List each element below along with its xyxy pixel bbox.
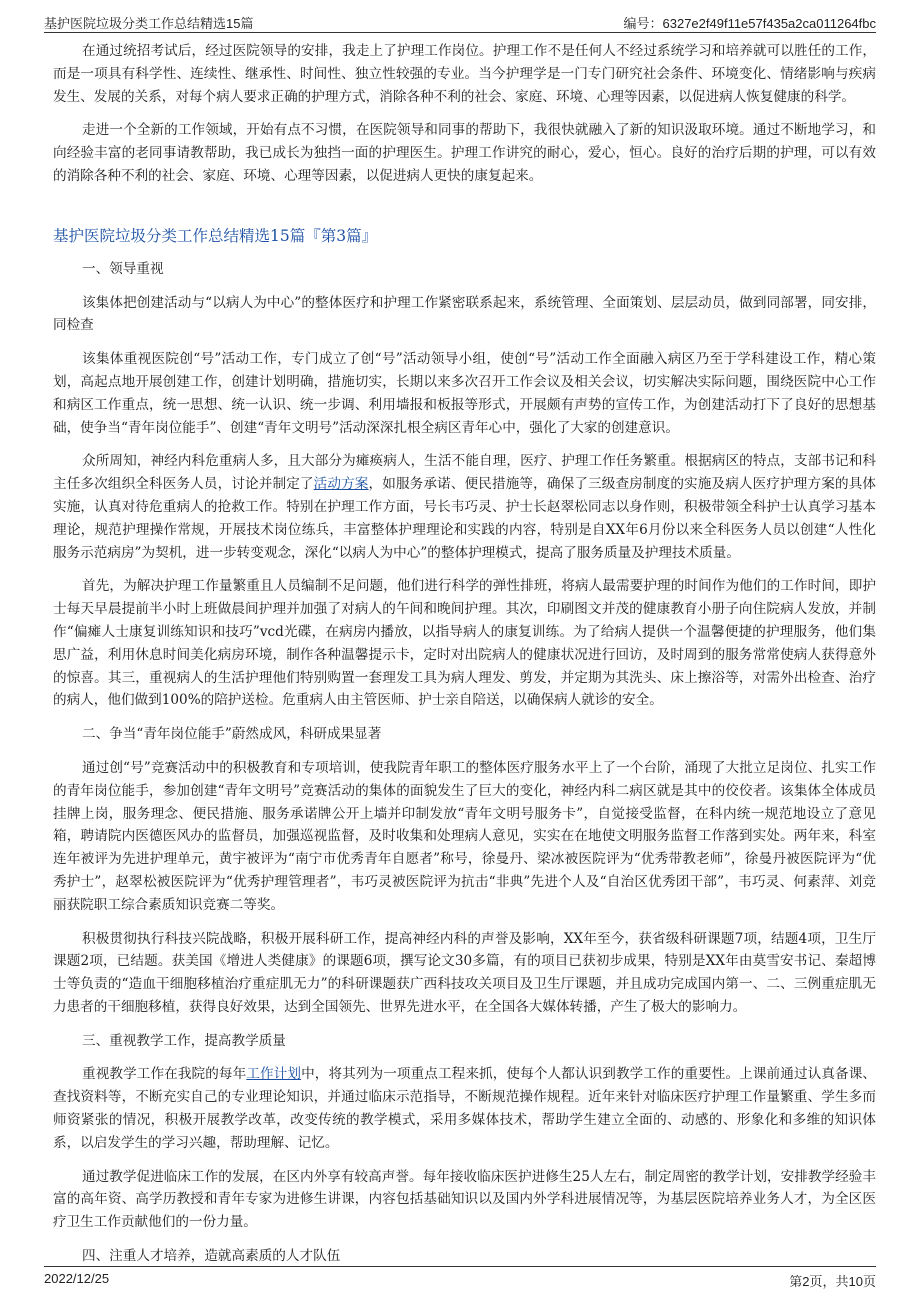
link-activity-plan[interactable]: 活动方案 <box>313 476 369 493</box>
section-spacer <box>53 199 876 225</box>
text-span: 重视教学工作在我院的每年 <box>82 1066 247 1083</box>
paragraph: 该集体重视医院创“号”活动工作，专门成立了创“号”活动领导小组，使创“号”活动工作全面融入病区乃至于学科建设工作，精心策划，高起点地开展创建工作，创建计划明确，措施切实，长期以来多次召开工作会议及相关会议，切实解决实际问题，围绕医院中心工作和病区工作重点，统一思想、统一认识、统一步调、利用墙报和板报等形式，开展颇有声势的宣传工作，为创建活动打下了良好的思想基础，使争当“青年岗位能手”、创建“青年文明号”活动深深扎根全病区青年心中，强化了大家的创建意识。 <box>53 351 876 436</box>
paragraph: 通过教学促进临床工作的发展，在区内外享有较高声誉。每年接收临床医护进修生25人左右，制定周密的教学计划，安排教学经验丰富的高年资、高学历教授和青年专家为进修生讲课，内容包括基础知识以及国内外学科进展情况等，为基层医院培养业务人才，为全区医疗卫生工作贡献他们的一份力量。 <box>53 1168 876 1231</box>
footer-page-number: 第2页，共10页 <box>789 1274 876 1289</box>
heading-leadership: 一、领导重视 <box>82 260 164 277</box>
page-footer <box>44 1266 876 1291</box>
paragraph: 该集体把创建活动与“以病人为中心”的整体医疗和护理工作紧密联系起来，系统管理、全面策划、层层动员，做到同部署，同安排，同检查 <box>53 294 876 334</box>
text-span: 众所周知，神经内科危重病人多，且大部分为瘫痪病人，生活不能自理，医疗、护理工作任务繁重。根据病区的特点，支部书记和科主任多次组织全科医务人员，讨论并制定了 <box>53 453 876 493</box>
footer-date: 2022/12/25 <box>44 1271 110 1286</box>
paragraph: 积极贯彻执行科技兴院战略，积极开展科研工作，提高神经内科的声誉及影响，XX年至今，获省级科研课题7项，结题4项，卫生厅课题2项，已结题。获美国《增进人类健康》的课题6项，撰写论文30多篇，有的项目已获初步成果，特别是XX年由莫雪安书记、秦超博士等负责的“造血干细胞移植治疗重症肌无力”的科研课题获广西科技攻关项目及卫生厅课题，并且成功完成国内第一、二、三例重症肌无力患者的干细胞移植，获得良好效果，达到全国领先、世界先进水平，在全国各大媒体转播，产生了极大的影响力。 <box>53 930 876 1015</box>
intro-paragraph-1: 在通过统招考试后，经过医院领导的安排，我走上了护理工作岗位。护理工作不是任何人不经过系统学习和培养就可以胜任的工作，而是一项具有科学性、连续性、继承性、时间性、独立性较强的专业。当今护理学是一门专门研究社会条件、环境变化、情绪影响与疾病发生、发展的关系，对每个病人要求正确的护理方式，消除各种不利的社会、家庭、环境、心理等因素，以促进病人恢复健康的科学。 <box>53 43 876 105</box>
intro-paragraph-2: 走进一个全新的工作领域，开始有点不习惯，在医院领导和同事的帮助下，我很快就融入了新的知识汲取环境。通过不断地学习，和向经验丰富的老同事请教帮助，我已成长为独挡一面的护理医生。护理工作讲究的耐心，爱心，恒心。良好的治疗后期的护理，可以有效的消除各种不利的社会、家庭、环境、心理等因素，以促进病人更快的康复起来。 <box>53 122 876 184</box>
paragraph <box>53 1063 876 1154</box>
link-work-plan[interactable]: 工作计划 <box>246 1066 302 1083</box>
header-title: 基护医院垃圾分类工作总结精选15篇 <box>44 16 254 31</box>
heading-teaching: 三、重视教学工作，提高教学质量 <box>82 1032 286 1049</box>
page-header <box>44 10 876 33</box>
paragraph: 通过创“号”竞赛活动中的积极教育和专项培训，使我院青年职工的整体医疗服务水平上了一个台阶，涌现了大批立足岗位、扎实工作的青年岗位能手，参加创建“青年文明号”竞赛活动的集体的面貌发生了巨大的变化，神经内科二病区就是其中的佼佼者。该集体全体成员挂牌上岗，服务理念、便民措施、服务承诺牌公开上墙并印制发放“青年文明号服务卡”，自觉接受监督，在科内统一规范地设立了意见箱，聘请院内医德医风办的监督员，加强巡视监督，及时收集和处理病人意见，实实在在地使文明服务监督工作落到实处。两年来，科室连年被评为先进护理单元，黄宇被评为“南宁市优秀青年自愿者”称号，徐曼丹、梁冰被医院评为“优秀带教老师”，徐曼丹被医院评为“优秀护士”，赵翠松被医院评为“优秀护理管理者”，韦巧灵被医院评为抗击“非典”先进个人及“自治区优秀团干部”，韦巧灵、何素萍、刘竞丽获院职工综合素质知识竞赛二等奖。 <box>53 759 876 913</box>
section-title: 基护医院垃圾分类工作总结精选15篇『第3篇』 <box>53 226 378 245</box>
header-doc-id: 编号：6327e2f49f11e57f435a2ca011264fbc <box>623 16 876 31</box>
heading-youth-post: 二、争当“青年岗位能手”蔚然成风，科研成果显著 <box>82 726 382 743</box>
document-body <box>53 40 876 1279</box>
paragraph: 首先，为解决护理工作量繁重且人员编制不足问题，他们进行科学的弹性排班，将病人最需要护理的时间作为他们的工作时间，即护士每天早晨提前半小时上班做晨间护理并加强了对病人的午间和晚间护理。其次，印刷图文并茂的健康教育小册子向住院病人发放，并制作“偏瘫人士康复训练知识和技巧”vcd光碟，在病房内播放，以指导病人的康复训练。为了给病人提供一个温馨便捷的护理服务，他们集思广益，利用休息时间美化病房环境，制作各种温馨提示卡，定时对出院病人的健康状况进行回访，及时周到的服务常常使病人获得意外的惊喜。其三，重视病人的生活护理他们特别购置一套理发工具为病人理发、剪发，并定期为其洗头、床上擦浴等，对需外出检查、治疗的病人，他们做到100%的陪护送检。危重病人由主管医师、护士亲自陪送，以确保病人就诊的安全。 <box>53 578 876 709</box>
paragraph <box>53 450 876 564</box>
heading-talent: 四、注重人才培养，造就高素质的人才队伍 <box>82 1248 341 1265</box>
text-span: ，如服务承诺、便民措施等，确保了三级查房制度的实施及病人医疗护理方案的具体实施，认真对待危重病人的抢救工作。特别在护理工作方面，号长韦巧灵、护士长赵翠松同志以身作则，积极带领全科护士认真学习基本理论，规范护理操作常规，开展技术岗位练兵，丰富整体护理理论和实践的内容，特别是自XX年6月份以来全科医务人员以创建“人性化服务示范病房”为契机，进一步转变观念，深化“以病人为中心”的整体护理模式，提高了服务质量及护理技术质量。 <box>53 476 876 561</box>
text-span: 中，将其列为一项重点工程来抓，使每个人都认识到教学工作的重要性。上课前通过认真备课、查找资料等，不断充实自己的专业理论知识，并通过临床示范指导，不断规范操作规程。近年来针对临床医疗护理工作量繁重、学生多而师资紧张的情况，积极开展教学改革，改变传统的教学模式，采用多媒体技术，帮助学生建立全面的、动感的、形象化和多维的知识体系，以启发学生的学习兴趣，帮助理解、记忆。 <box>53 1066 876 1151</box>
